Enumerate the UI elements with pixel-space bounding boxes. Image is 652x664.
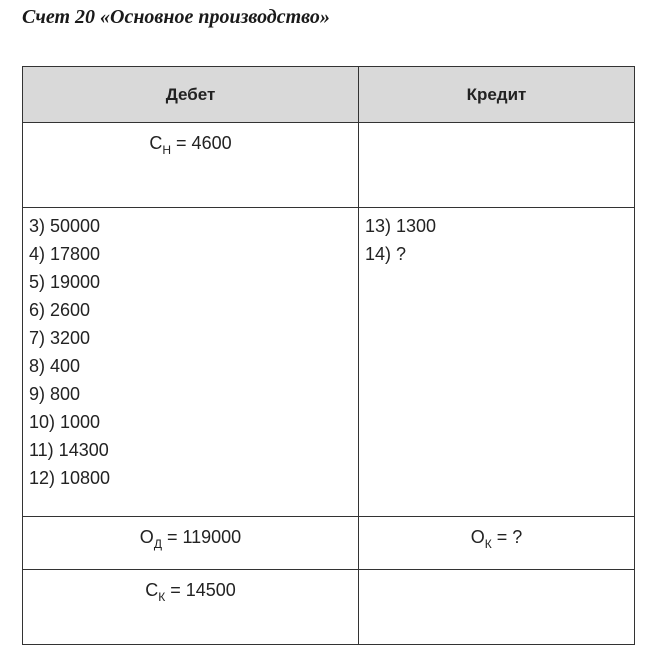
closing-balance-subscript: К: [158, 590, 166, 604]
debit-entry: 4) 17800: [29, 244, 101, 264]
credit-turnover-value: = ?: [491, 527, 523, 547]
closing-balance-cell: [23, 570, 359, 645]
opening-balance-value: = 4600: [171, 133, 232, 153]
debit-turnover-cell: [23, 517, 359, 570]
opening-balance-cell: [23, 123, 359, 208]
turnover-row: [23, 517, 635, 570]
debit-entry: 8) 400: [29, 356, 81, 376]
debit-header: Дебет: [23, 67, 359, 123]
closing-balance: [145, 580, 236, 604]
debit-entry: 11) 14300: [29, 440, 109, 460]
debit-entry: 12) 10800: [29, 468, 111, 488]
credit-entries-cell: [359, 208, 635, 517]
debit-turnover-symbol: О: [139, 527, 154, 547]
opening-balance-subscript: Н: [162, 143, 172, 157]
debit-entry: 10) 1000: [29, 412, 101, 432]
debit-entry: 3) 50000: [29, 216, 101, 236]
opening-balance-row: [23, 123, 635, 208]
closing-balance-credit-cell: [359, 570, 635, 645]
debit-entries-cell: [23, 208, 359, 517]
page-title: Счет 20 «Основное производство»: [22, 6, 330, 28]
opening-balance-symbol: С: [149, 133, 163, 153]
credit-entry: 14) ?: [365, 244, 407, 264]
credit-turnover-subscript: К: [484, 537, 492, 551]
debit-entry: 9) 800: [29, 384, 81, 404]
credit-turnover: [470, 527, 523, 551]
closing-balance-value: = 14500: [165, 580, 236, 600]
closing-balance-row: [23, 570, 635, 645]
debit-turnover: [139, 527, 242, 551]
debit-turnover-subscript: Д: [153, 537, 162, 551]
opening-balance-credit-cell: [359, 123, 635, 208]
closing-balance-symbol: С: [145, 580, 159, 600]
account-ledger-table: [22, 66, 635, 645]
credit-turnover-cell: [359, 517, 635, 570]
credit-turnover-symbol: О: [470, 527, 485, 547]
header-row: [23, 67, 635, 123]
debit-entry: 6) 2600: [29, 300, 91, 320]
debit-turnover-value: = 119000: [161, 527, 242, 547]
credit-entry: 13) 1300: [365, 216, 437, 236]
opening-balance: [149, 133, 232, 157]
debit-entry: 5) 19000: [29, 272, 101, 292]
entries-row: [23, 208, 635, 517]
credit-header: Кредит: [359, 67, 635, 123]
debit-entry: 7) 3200: [29, 328, 91, 348]
